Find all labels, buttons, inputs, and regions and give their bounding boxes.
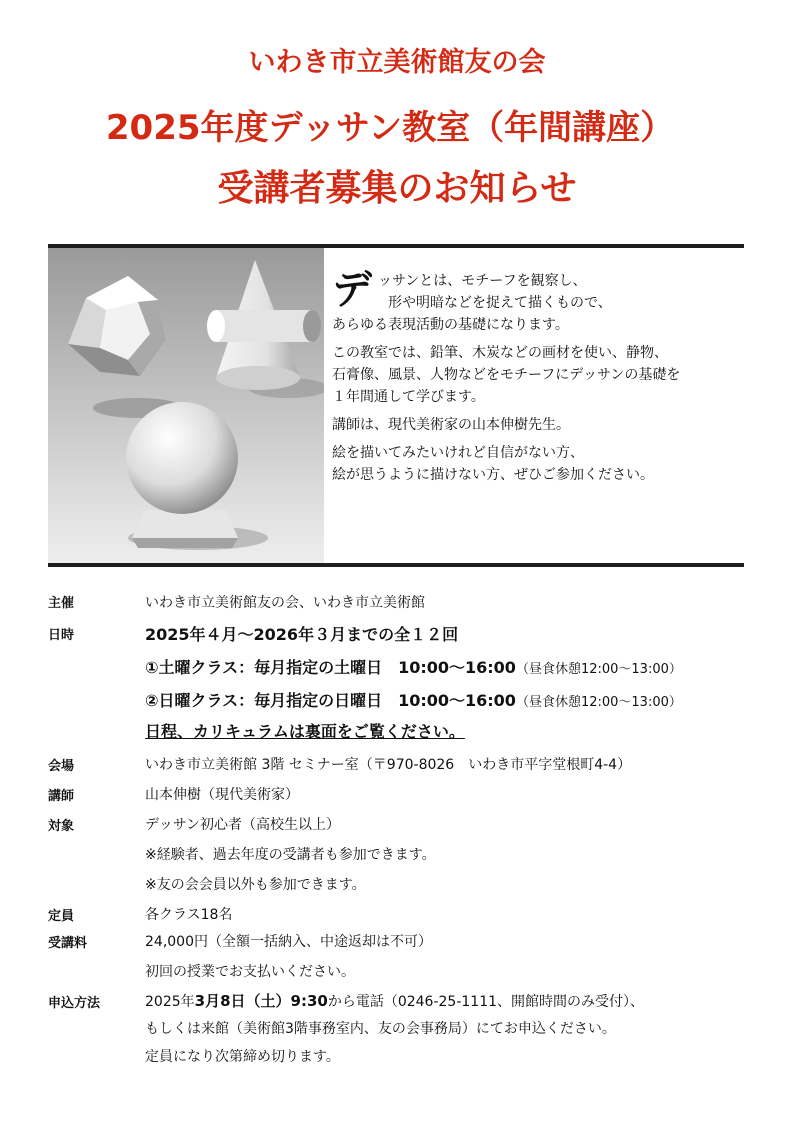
apply-method: から電話（0246-25-1111、開館時間のみ受付）、	[327, 994, 645, 1010]
organizer-label: 主催	[48, 596, 75, 611]
intro-text	[332, 267, 752, 492]
intro-line: この教室では、鉛筆、木炭などの画材を使い、静物、	[332, 345, 668, 361]
saturday-class: ①土曜クラス：毎月指定の土曜日 10:00～16:00	[145, 658, 516, 677]
instructor-value: 山本伸樹（現代美術家）	[145, 787, 299, 803]
capacity-label: 定員	[48, 909, 75, 924]
bottom-divider	[48, 563, 744, 567]
intro-line: ッサンとは、モチーフを観察し、	[378, 273, 587, 289]
apply-line: 定員になり次第締め切ります。	[145, 1049, 340, 1065]
schedule-note: 日程、カリキュラムは裏面をご覧ください。	[145, 722, 465, 741]
page-title: 2025年度デッサン教室（年間講座）	[105, 108, 675, 148]
plaster-models-photo	[48, 248, 324, 563]
organizer-value: いわき市立美術館友の会、いわき市立美術館	[145, 595, 425, 611]
saturday-lunch-note: （昼食休憩12:00～13:00）	[515, 662, 682, 677]
intro-line: あらゆる表現活動の基礎になります。	[332, 317, 569, 333]
capacity-value: 各クラス18名	[145, 907, 233, 923]
apply-label: 申込方法	[48, 996, 101, 1011]
fee-value: 24,000円（全額一括納入、中途返却は不可）	[145, 934, 432, 950]
venue-label: 会場	[48, 759, 75, 774]
apply-start-date: 3月8日（土）9:30	[194, 992, 328, 1010]
sunday-lunch-note: （昼食休憩12:00～13:00）	[515, 695, 682, 710]
intro-line: 講師は、現代美術家の山本伸樹先生。	[332, 417, 570, 433]
instructor-label: 講師	[48, 789, 75, 804]
schedule-label: 日時	[48, 628, 75, 643]
target-label: 対象	[48, 819, 75, 834]
fee-label: 受講料	[48, 936, 88, 951]
target-note: ※友の会会員以外も参加できます。	[145, 877, 366, 893]
sunday-class: ②日曜クラス：毎月指定の日曜日 10:00～16:00	[145, 691, 516, 710]
intro-line: 絵を描いてみたいけれど自信がない方、	[332, 445, 584, 461]
intro-line: 形や明暗などを捉えて描くもので、	[388, 295, 612, 311]
intro-line: １年間通して学びます。	[332, 389, 485, 405]
intro-dropcap: デ	[332, 267, 372, 313]
apply-year: 2025年	[145, 994, 195, 1010]
intro-line: 石膏像、風景、人物などをモチーフにデッサンの基礎を	[332, 367, 681, 383]
venue-value: いわき市立美術館 3階 セミナー室（〒970-8026 いわき市平字堂根町4-4）	[145, 757, 632, 773]
apply-line: もしくは来館（美術館3階事務室内、友の会事務局）にてお申込ください。	[145, 1021, 616, 1037]
intro-line: 絵が思うように描けない方、ぜひご参加ください。	[332, 467, 654, 483]
fee-note: 初回の授業でお支払いください。	[145, 964, 355, 980]
target-note: ※経験者、過去年度の受講者も参加できます。	[145, 847, 436, 863]
schedule-period: 2025年４月～2026年３月までの全１２回	[145, 625, 459, 644]
organization-title: いわき市立美術館友の会	[248, 47, 546, 78]
page-subtitle: 受講者募集のお知らせ	[217, 168, 577, 209]
target-value: デッサン初心者（高校生以上）	[145, 817, 341, 833]
